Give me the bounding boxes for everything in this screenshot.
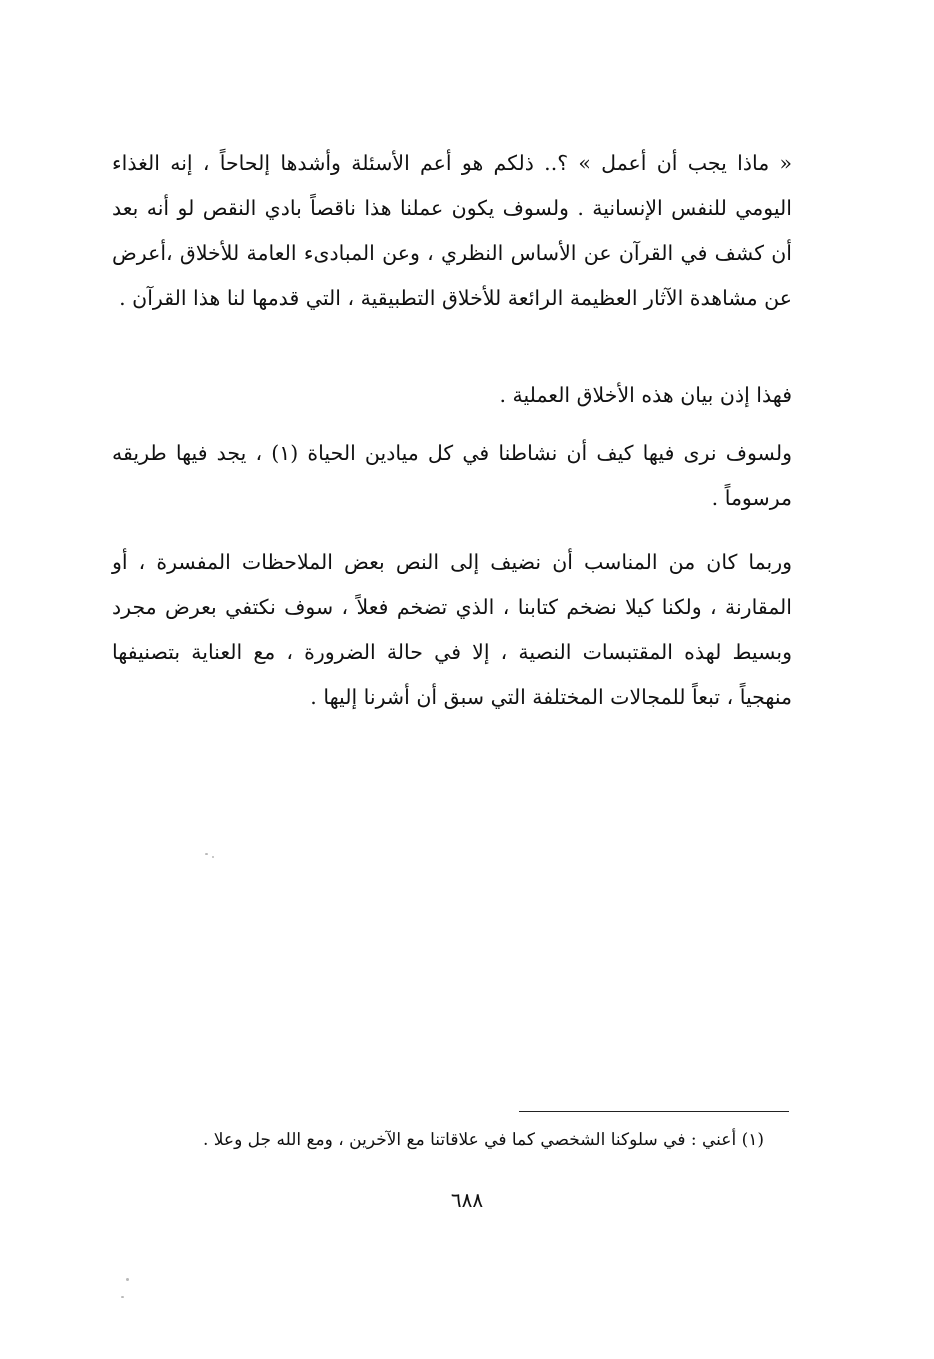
footnote: (١) أعني : في سلوكنا الشخصي كما في علاقاتنا مع الآخرين ، ومع الله جل وعلا . bbox=[202, 1130, 764, 1150]
footnote-divider bbox=[519, 1111, 789, 1112]
paragraph-intro: « ماذا يجب أن أعمل » ؟.. ذلكم هو أعم الأسئلة وأشدها إلحاحاً ، إنه الغذاء اليومي للنفس الإنسانية . ولسوف يكون عملنا هذا ناقصاً بادي النقص لو أنه بعد أن كشف في القرآن عن الأساس النظري ، وعن المبادىء العامة للأخلاق ،أعرض عن مشاهدة الآثار العظيمة الرائعة للأخلاق التطبيقية ، التي قدمها لنا هذا القرآن . bbox=[112, 151, 792, 310]
scan-speck bbox=[121, 1296, 124, 1298]
scan-speck bbox=[212, 856, 214, 858]
page-number: ٦٨٨ bbox=[450, 1188, 484, 1212]
scan-speck bbox=[126, 1278, 129, 1281]
scan-speck bbox=[205, 853, 208, 855]
paragraph-statement: فهذا إذن بيان هذه الأخلاق العملية . bbox=[499, 383, 792, 407]
paragraph-method: وربما كان من المناسب أن نضيف إلى النص بعض الملاحظات المفسرة ، أو المقارنة ، ولكنا كيلا نضخم كتابنا ، الذي تضخم فعلاً ، سوف نكتفي بعرض مجرد وبسيط لهذه المقتبسات النصية ، إلا في حالة الضرورة ، مع العناية بتصنيفها منهجياً ، تبعاً للمجالات المختلفة التي سبق أن أشرنا إليها . bbox=[112, 550, 792, 709]
paragraph-activity: ولسوف نرى فيها كيف أن نشاطنا في كل ميادين الحياة (١) ، يجد فيها طريقه مرسوماً . bbox=[112, 441, 792, 510]
